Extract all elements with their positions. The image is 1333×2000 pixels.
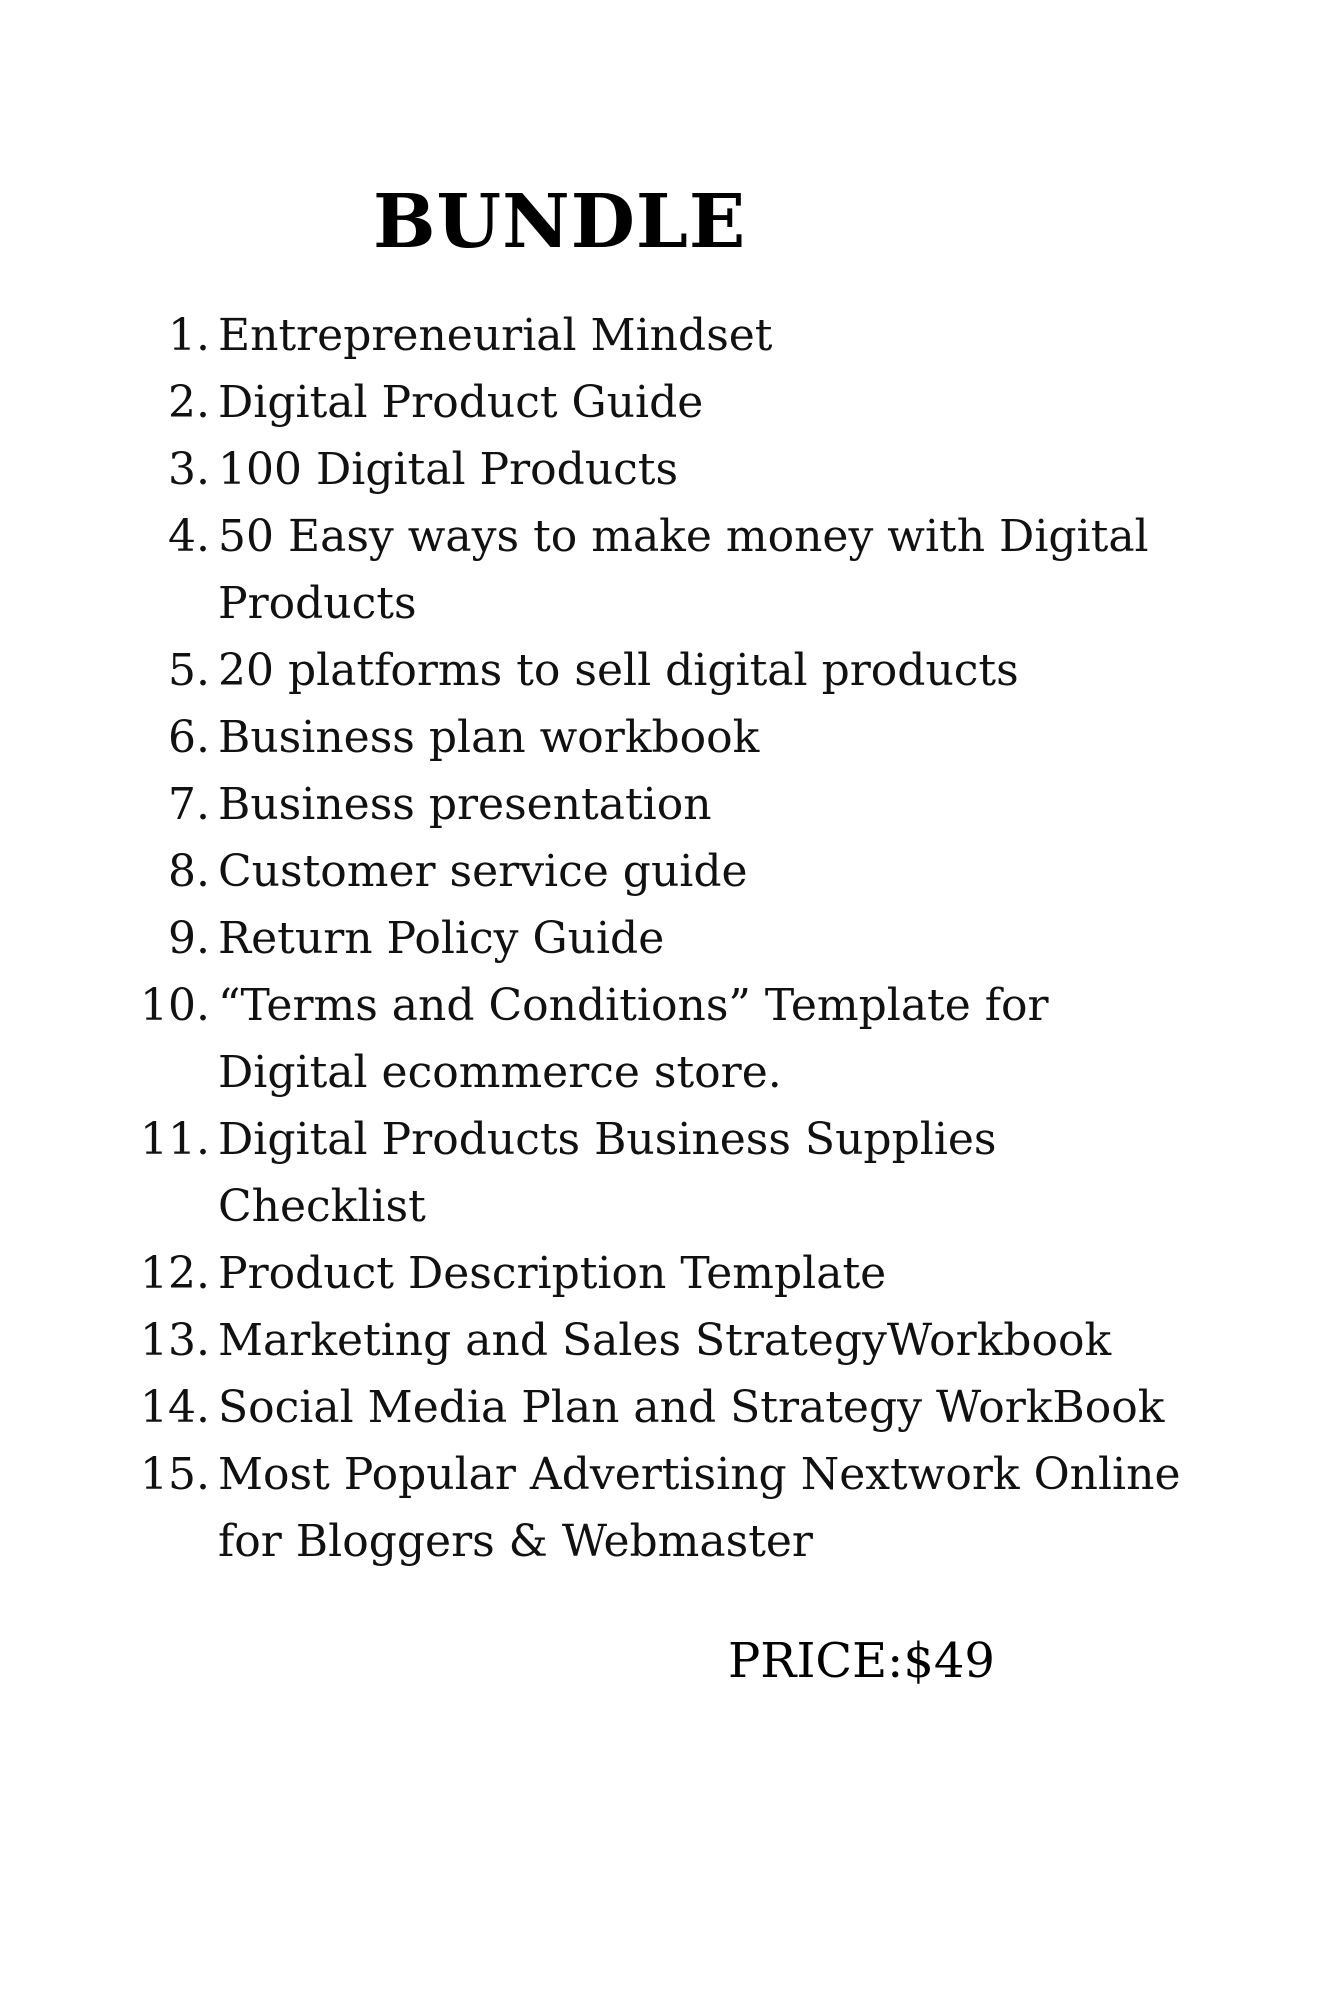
list-item-number: 11. — [140, 1114, 210, 1165]
list-item — [0, 771, 1218, 838]
list-item-text: Product Description Template — [218, 1248, 887, 1299]
list-item-text: Marketing and Sales StrategyWorkbook — [218, 1315, 1112, 1366]
list-item-text: “Terms and Conditions” Template for — [218, 980, 1049, 1031]
list-item-text: Products — [218, 578, 417, 629]
list-item-number: 14. — [140, 1382, 210, 1433]
list-item — [0, 1240, 1218, 1307]
list-item — [0, 503, 1218, 637]
list-item-number: 4. — [168, 511, 210, 562]
list-item — [0, 369, 1218, 436]
list-item-text: Social Media Plan and Strategy WorkBook — [218, 1382, 1165, 1433]
list-item — [0, 302, 1218, 369]
list-item-text: 20 platforms to sell digital products — [218, 645, 1019, 696]
list-item-number: 7. — [168, 779, 210, 830]
list-item — [0, 838, 1218, 905]
list-item — [0, 1374, 1218, 1441]
list-item-text: Return Policy Guide — [218, 913, 665, 964]
list-item-number: 10. — [140, 980, 210, 1031]
list-item — [0, 1307, 1218, 1374]
list-item — [0, 1106, 1218, 1240]
list-item-text: Digital ecommerce store. — [218, 1047, 782, 1098]
list-item-text: 100 Digital Products — [218, 444, 679, 495]
list-item-number: 1. — [168, 310, 210, 361]
list-item-text: Business plan workbook — [218, 712, 760, 763]
list-item-number: 15. — [140, 1449, 210, 1500]
list-item-text: Digital Product Guide — [218, 377, 704, 428]
list-item — [0, 905, 1218, 972]
list-item-text: Digital Products Business Supplies Checklist — [218, 1114, 997, 1232]
list-item-text: for Bloggers & Webmaster — [218, 1516, 813, 1567]
list-item-number: 9. — [168, 913, 210, 964]
list-item-text: Business presentation — [218, 779, 712, 830]
list-item-number: 5. — [168, 645, 210, 696]
list-item-text: Entrepreneurial Mindset — [218, 310, 773, 361]
list-item-number: 3. — [168, 444, 210, 495]
list-item-number: 8. — [168, 846, 210, 897]
list-item — [0, 637, 1218, 704]
list-item — [0, 436, 1218, 503]
list-item-number: 6. — [168, 712, 210, 763]
list-item — [0, 1441, 1218, 1575]
price-label: PRICE:$49 — [728, 1633, 995, 1689]
list-item — [0, 972, 1218, 1106]
list-item — [0, 704, 1218, 771]
list-item-number: 13. — [140, 1315, 210, 1366]
bundle-list — [0, 302, 1333, 1575]
list-item-number: 12. — [140, 1248, 210, 1299]
list-item-text: Customer service guide — [218, 846, 748, 897]
list-item-text: Most Popular Advertising Nextwork Online — [218, 1449, 1181, 1500]
page-title: BUNDLE — [373, 179, 747, 265]
list-item-number: 2. — [168, 377, 210, 428]
list-item-text: 50 Easy ways to make money with Digital — [218, 511, 1149, 562]
